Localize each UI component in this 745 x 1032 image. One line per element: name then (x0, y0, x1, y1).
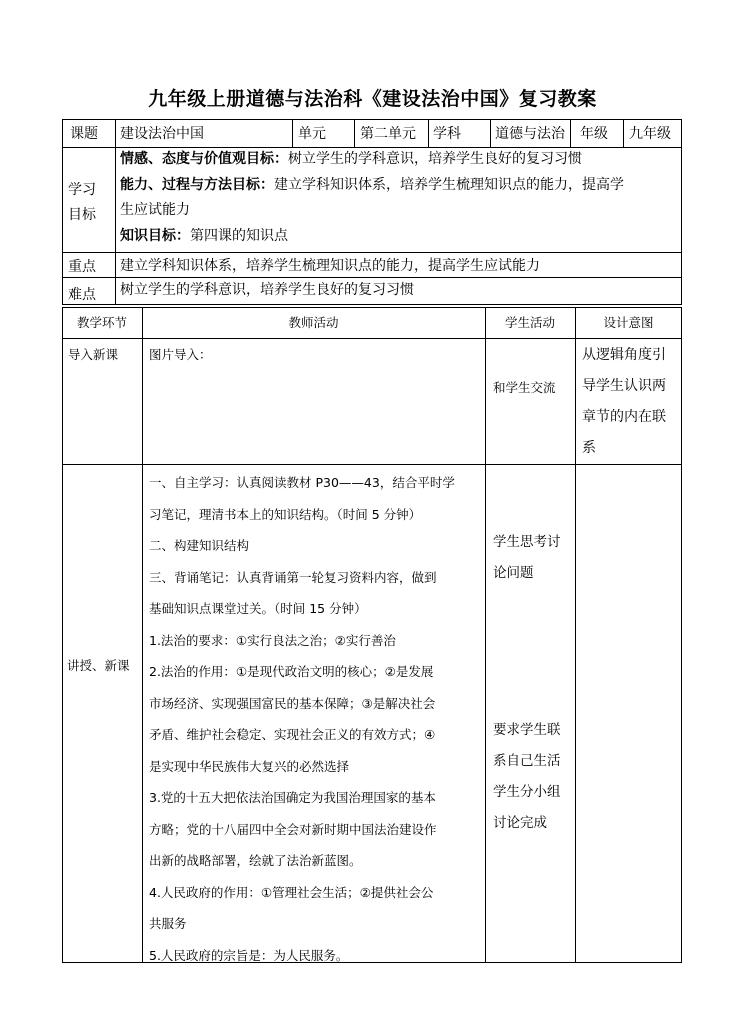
intro-design (582, 340, 666, 464)
teacher-line: 是实现中华民族伟大复兴的必然选择 (149, 758, 350, 774)
student-line: 学生分小组 (493, 784, 561, 800)
teacher-line: 市场经济、实现强国富民的基本保障；③是解决社会 (149, 695, 436, 711)
ability-objective-cont: 生应试能力 (120, 202, 190, 218)
knowledge-objective-text: 第四课的知识点 (190, 228, 288, 244)
teacher-line: 5.人民政府的宗旨是：为人民服务。 (149, 947, 349, 963)
student-line: 学生思考讨 (493, 534, 561, 550)
lecture-student-a (493, 527, 561, 589)
intro-design-line: 导学生认识两 (582, 378, 666, 394)
teacher-line: 二、构建知识结构 (149, 538, 250, 553)
emotion-objective (120, 149, 582, 169)
page-title: 九年级上册道德与法治科《建设法治中国》复习教案 (148, 88, 597, 110)
intro-student: 和学生交流 (493, 380, 556, 395)
difficulty-text: 树立学生的学科意识，培养学生良好的复习习惯 (120, 282, 414, 298)
teacher-line: 2.法治的作用：①是现代政治文明的核心；②是发展 (149, 664, 434, 679)
grade-label: 年级 (580, 126, 608, 142)
grade-value: 九年级 (629, 126, 671, 142)
teacher-line: 共服务 (149, 916, 187, 931)
course-label: 课题 (70, 126, 98, 142)
col-teacher: 教师活动 (288, 315, 339, 330)
lecture-student-b (493, 715, 561, 839)
knowledge-objective (120, 226, 288, 246)
lecture-stage: 讲授、新课 (67, 658, 130, 673)
intro-design-line: 章节的内在联 (582, 409, 666, 425)
ability-objective-label: 能力、过程与方法目标： (120, 177, 274, 193)
course-value: 建设法治中国 (120, 126, 204, 142)
lecture-teacher (149, 467, 455, 971)
student-line: 系自己生活 (493, 753, 561, 769)
teacher-line: 矛盾、维护社会稳定、实现社会正义的有效方式；④ (149, 727, 436, 742)
key-point-text: 建立学科知识体系，培养学生梳理知识点的能力，提高学生应试能力 (120, 258, 540, 274)
objectives-label-1: 学习 (68, 182, 96, 198)
teacher-line: 基础知识点课堂过关。（时间 15 分钟） (149, 601, 367, 616)
emotion-objective-label: 情感、态度与价值观目标： (120, 151, 288, 167)
teacher-line: 3.党的十五大把依法治国确定为我国治理国家的基本 (149, 790, 436, 805)
teacher-line: 习笔记，理清书本上的知识结构。（时间 5 分钟） (149, 506, 422, 522)
intro-design-line: 从逻辑角度引 (582, 347, 666, 363)
unit-label: 单元 (298, 126, 326, 142)
col-design: 设计意图 (603, 315, 654, 330)
unit-value: 第二单元 (360, 126, 416, 142)
teacher-line: 三、背诵笔记：认真背诵第一轮复习资料内容，做到 (149, 569, 437, 585)
teacher-line: 一、自主学习：认真阅读教材 P30——43，结合平时学 (149, 475, 455, 490)
col-student: 学生活动 (504, 315, 555, 330)
difficulty-label: 难点 (68, 287, 96, 303)
teacher-line: 出新的战略部署，绘就了法治新蓝图。 (149, 853, 362, 868)
subject-label: 学科 (433, 126, 461, 142)
intro-teacher: 图片导入： (149, 347, 212, 362)
teacher-line: 4.人民政府的作用：①管理社会生活；②提供社会公 (149, 884, 434, 900)
key-point-label: 重点 (68, 259, 96, 275)
col-stage: 教学环节 (76, 315, 127, 330)
teacher-line: 1.法治的要求：①实行良法之治；②实行善治 (149, 632, 396, 648)
student-line: 要求学生联 (493, 722, 561, 738)
subject-value: 道德与法治 (495, 126, 565, 142)
ability-objective-text: 建立学科知识体系，培养学生梳理知识点的能力，提高学 (274, 177, 624, 193)
knowledge-objective-label: 知识目标： (120, 228, 190, 244)
objectives-label-2: 目标 (68, 207, 96, 223)
teacher-line: 方略；党的十八届四中全会对新时期中国法治建设作 (149, 821, 437, 837)
student-line: 论问题 (493, 565, 534, 581)
intro-design-line: 系 (582, 440, 596, 456)
emotion-objective-text: 树立学生的学科意识，培养学生良好的复习习惯 (288, 151, 582, 167)
ability-objective (120, 175, 624, 195)
student-line: 讨论完成 (493, 815, 547, 831)
intro-stage: 导入新课 (68, 347, 119, 362)
